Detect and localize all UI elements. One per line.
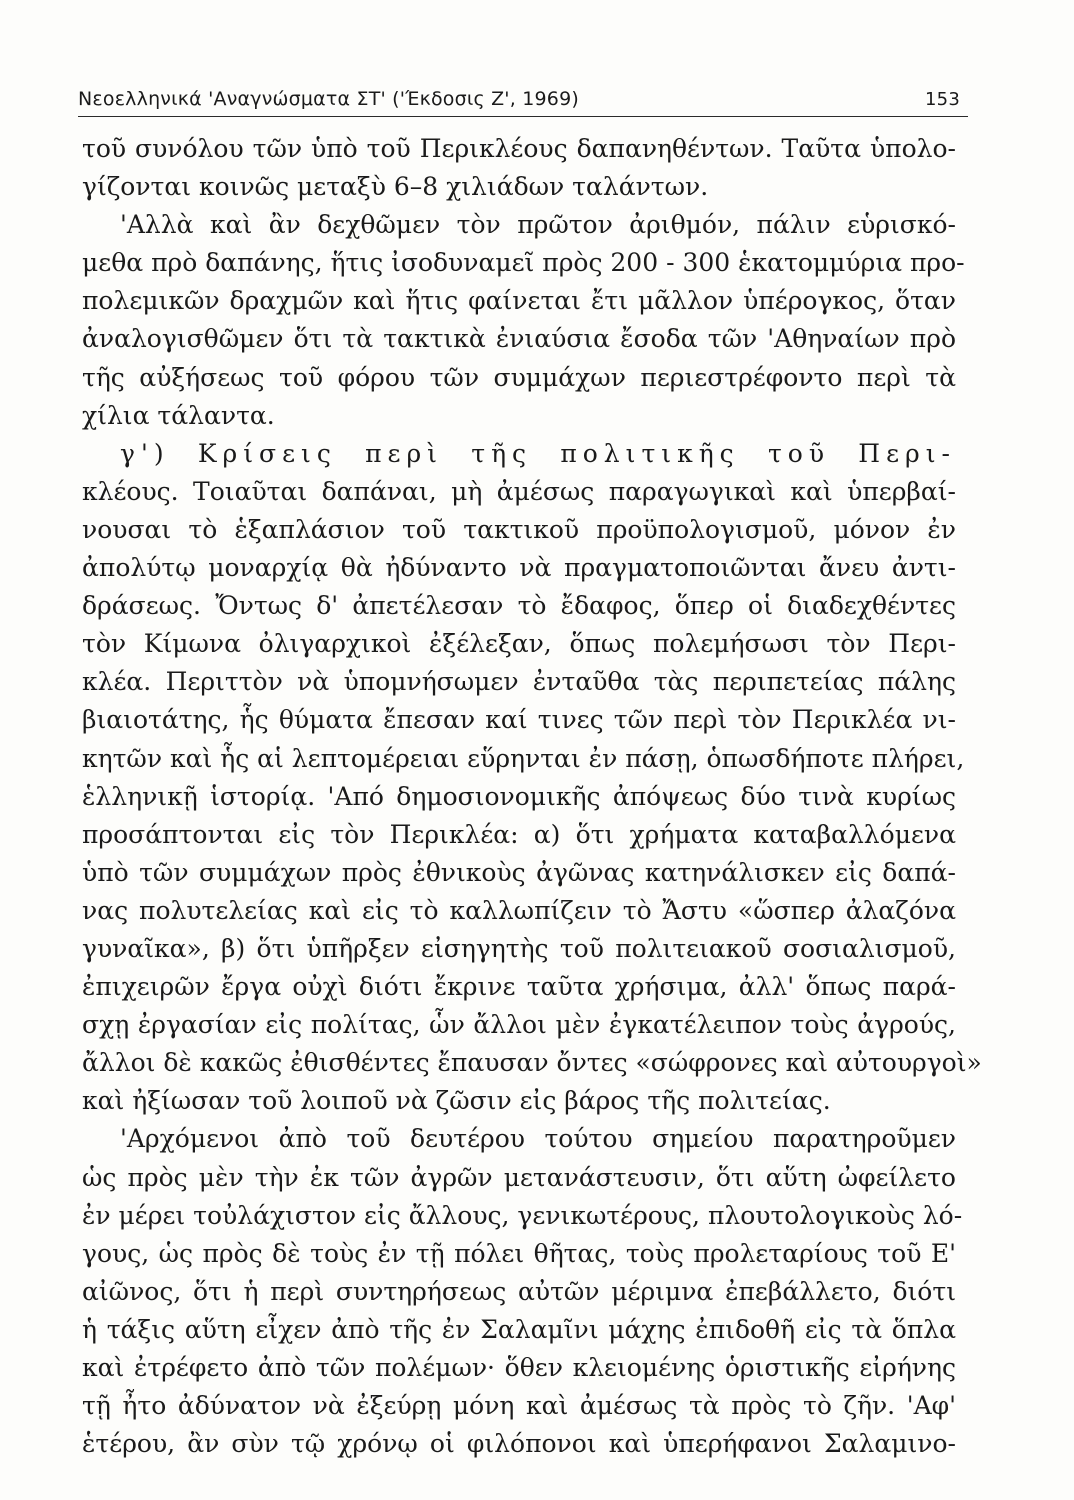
text-line: νας πολυτελείας καὶ εἰς τὸ καλλωπίζειν τὸ Ἄστυ «ὥσπερ ἀλαζόνα	[82, 895, 956, 925]
text-line: 'Αλλὰ καὶ ἂν δεχθῶμεν τὸν πρῶτον ἀριθμόν, πάλιν εὑρισκό-	[120, 210, 956, 240]
text-line: προσάπτονται εἰς τὸν Περικλέα: α) ὅτι χρήματα καταβαλλόμενα	[82, 819, 956, 849]
text-line: ἀναλογισθῶμεν ὅτι τὰ τακτικὰ ἐνιαύσια ἔσοδα τῶν 'Αθηναίων πρὸ	[82, 324, 956, 354]
text-line: ἐπιχειρῶν ἔργα οὐχὶ διότι ἔκρινε ταῦτα χρήσιμα, ἀλλ' ὅπως παρά-	[82, 972, 956, 1002]
text-line: χίλια τάλαντα.	[82, 400, 275, 430]
text-line: τῇ ἦτο ἀδύνατον νὰ ἐξεύρῃ μόνη καὶ ἀμέσως τὰ πρὸς τὸ ζῆν. 'Αφ'	[82, 1391, 956, 1421]
text-line: ἡ τάξις αὕτη εἶχεν ἀπὸ τῆς ἐν Σαλαμῖνι μάχης ἐπιδοθῆ εἰς τὰ ὅπλα	[82, 1314, 956, 1344]
text-line: καὶ ἠξίωσαν τοῦ λοιποῦ νὰ ζῶσιν εἰς βάρος τῆς πολιτείας.	[82, 1086, 831, 1116]
text-line: δράσεως. Ὄντως δ' ἀπετέλεσαν τὸ ἔδαφος, ὅπερ οἱ διαδεχθέντες	[82, 591, 956, 621]
running-header	[78, 82, 968, 117]
text-line: ὡς πρὸς μὲν τὴν ἐκ τῶν ἀγρῶν μετανάστευσιν, ὅτι αὕτη ὠφείλετο	[82, 1162, 956, 1192]
text-line: κητῶν καὶ ἧς αἱ λεπτομέρειαι εὕρηνται ἐν πάσῃ, ὁπωσδήποτε πλήρει,	[82, 743, 965, 773]
text-line: βιαιοτάτης, ἧς θύματα ἔπεσαν καί τινες τῶν περὶ τὸν Περικλέα νι-	[82, 705, 956, 735]
text-line: γυναῖκα», β) ὅτι ὑπῆρξεν εἰσηγητὴς τοῦ πολιτειακοῦ σοσιαλισμοῦ,	[82, 933, 956, 963]
text-line: ἄλλοι δὲ κακῶς ἐθισθέντες ἔπαυσαν ὄντες «σώφρονες καὶ αὐτουργοὶ»	[82, 1048, 982, 1078]
text-line: καὶ ἐτρέφετο ἀπὸ τῶν πολέμων· ὅθεν κλειομένης ὁριστικῆς εἰρήνης	[82, 1353, 956, 1382]
text-line: κλέα. Περιττὸν νὰ ὑπομνήσωμεν ἐνταῦθα τὰς περιπετείας πάλης	[82, 667, 956, 697]
text-line: ὑπὸ τῶν συμμάχων πρὸς ἐθνικοὺς ἀγῶνας κατηνάλισκεν εἰς δαπά-	[82, 857, 956, 887]
text-line: σχῃ ἐργασίαν εἰς πολίτας, ὧν ἄλλοι μὲν ἐγκατέλειπον τοὺς ἀγρούς,	[82, 1010, 956, 1040]
text-line: γους, ὡς πρὸς δὲ τοὺς ἐν τῇ πόλει θῆτας, τοὺς προλεταρίους τοῦ Ε'	[82, 1238, 956, 1268]
text-line: τοῦ συνόλου τῶν ὑπὸ τοῦ Περικλέους δαπανηθέντων. Ταῦτα ὑπολο-	[82, 134, 956, 163]
text-line: ἑτέρου, ἂν σὺν τῷ χρόνῳ οἱ φιλόπονοι καὶ ὑπερήφανοι Σαλαμινο-	[82, 1429, 956, 1459]
text-line: ἐν μέρει τοὐλάχιστον εἰς ἄλλους, γενικωτέρους, πλουτολογικοὺς λό-	[82, 1200, 963, 1230]
text-line: τῆς αὐξήσεως τοῦ φόρου τῶν συμμάχων περιεστρέφοντο περὶ τὰ	[82, 362, 956, 392]
text-line: γίζονται κοινῶς μεταξὺ 6–8 χιλιάδων ταλάντων.	[82, 172, 709, 202]
text-line: κλέους. Τοιαῦται δαπάναι, μὴ ἀμέσως παραγωγικαὶ καὶ ὑπερβαί-	[82, 476, 956, 506]
body-text	[82, 130, 982, 1463]
text-line: ἀπολύτῳ μοναρχίᾳ θὰ ἠδύναντο νὰ πραγματοποιῶνται ἄνευ ἀντι-	[82, 553, 956, 583]
text-line: πολεμικῶν δραχμῶν καὶ ἥτις φαίνεται ἔτι μᾶλλον ὑπέρογκος, ὅταν	[82, 286, 956, 316]
text-line: ἑλληνικῇ ἱστορίᾳ. 'Από δημοσιονομικῆς ἀπόψεως δύο τινὰ κυρίως	[82, 781, 956, 811]
section-heading-line: γ') Κρίσεις περὶ τῆς πολιτικῆς τοῦ Περι-	[120, 438, 956, 468]
text-line: τὸν Κίμωνα ὀλιγαρχικοὶ ἐξέλεξαν, ὅπως πολεμήσωσι τὸν Περι-	[82, 629, 956, 659]
page-number: 153	[925, 89, 960, 110]
text-line: μεθα πρὸ δαπάνης, ἥτις ἰσοδυναμεῖ πρὸς 200 - 300 ἑκατομμύρια προ-	[82, 248, 965, 278]
text-line: 'Αρχόμενοι ἀπὸ τοῦ δευτέρου τούτου σημείου παρατηροῦμεν	[120, 1124, 956, 1154]
text-line: αἰῶνος, ὅτι ἡ περὶ συντηρήσεως αὐτῶν μέριμνα ἐπεβάλλετο, διότι	[82, 1276, 956, 1306]
text-line: νουσαι τὸ ἑξαπλάσιον τοῦ τακτικοῦ προϋπολογισμοῦ, μόνον ἐν	[82, 514, 956, 544]
running-title: Νεοελληνικά 'Αναγνώσματα ΣΤ' ('Έκδοσις Ζ', 1969)	[78, 88, 579, 110]
